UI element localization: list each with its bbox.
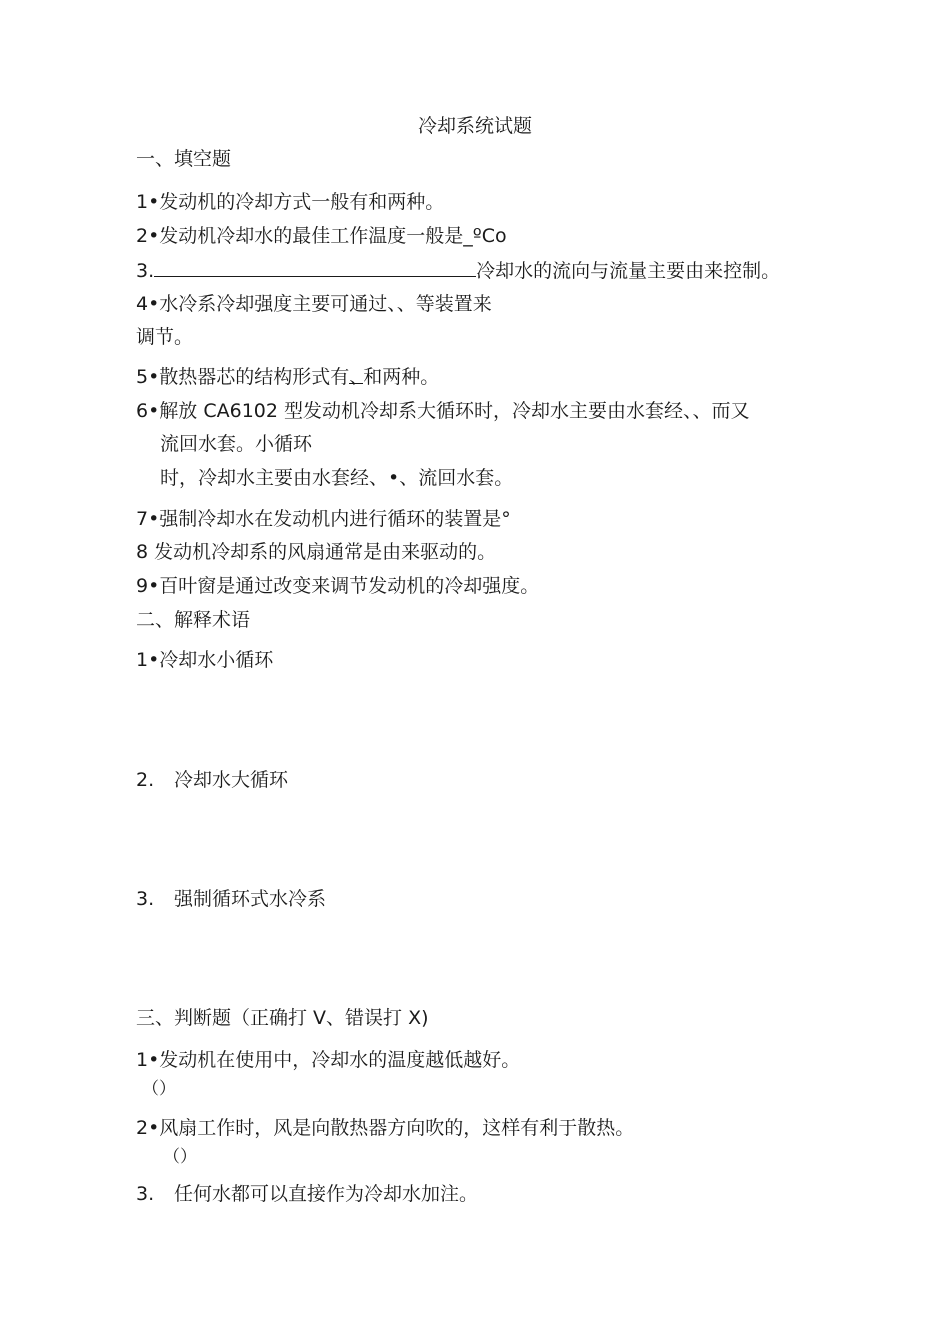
fill-question-2: 2•发动机冷却水的最佳工作温度一般是_ºCo [136, 225, 507, 247]
fill-question-6-continued: 流回水套。小循环 [160, 433, 313, 455]
question-text: 冷却水的流向与流量主要由来控制。 [476, 260, 781, 282]
fill-question-1: 1•发动机的冷却方式一般有和两种。 [136, 191, 445, 213]
fill-question-5 [136, 365, 439, 389]
fill-question-7: 7•强制冷却水在发动机内进行循环的装置是° [136, 508, 511, 530]
fill-question-6-continued-2: 时，冷却水主要由水套经、•、流回水套。 [160, 467, 514, 489]
question-number: 3. [136, 888, 155, 910]
question-text: 5•散热器芯的结构形式有 [136, 366, 350, 388]
section-judgement-heading: 三、判断题（正确打 V、错误打 X) [136, 1007, 429, 1029]
fill-question-4: 4•水冷系冷却强度主要可通过、、等装置来 [136, 293, 492, 315]
judgement-2-answer-paren[interactable]: （） [163, 1147, 197, 1167]
question-text: 冷却水大循环 [174, 769, 289, 791]
fill-question-8: 8 发动机冷却系的风扇通常是由来驱动的。 [136, 541, 497, 563]
term-3 [136, 887, 326, 911]
question-number: 2. [136, 769, 155, 791]
section-terms-heading: 二、解释术语 [136, 609, 251, 631]
question-text: 和两种。 [363, 366, 440, 388]
question-text: 、 [349, 366, 369, 388]
answer-blank[interactable] [349, 365, 369, 388]
question-text: 任何水都可以直接作为冷却水加注。 [174, 1183, 479, 1205]
judgement-2: 2•风扇工作时，风是向散热器方向吹的，这样有利于散热。 [136, 1117, 635, 1139]
fill-question-4-continued: 调节。 [136, 326, 194, 348]
question-number: 3. [136, 1183, 155, 1205]
judgement-1-answer-paren[interactable]: （） [142, 1079, 176, 1099]
section-fill-in-heading: 一、填空题 [136, 148, 232, 170]
answer-blank[interactable] [154, 258, 476, 277]
question-text: 强制循环式水冷系 [174, 888, 327, 910]
term-2 [136, 768, 288, 792]
term-1: 1•冷却水小循环 [136, 649, 274, 671]
fill-question-6: 6•解放 CA6102 型发动机冷却系大循环时，冷却水主要由水套经、、而又 [136, 400, 750, 422]
question-number: 3. [136, 260, 155, 282]
fill-question-9: 9•百叶窗是通过改变来调节发动机的冷却强度。 [136, 575, 540, 597]
judgement-1: 1•发动机在使用中，冷却水的温度越低越好。 [136, 1049, 521, 1071]
judgement-3 [136, 1182, 478, 1206]
document-title: 冷却系统试题 [417, 115, 532, 137]
fill-question-3 [136, 258, 780, 282]
